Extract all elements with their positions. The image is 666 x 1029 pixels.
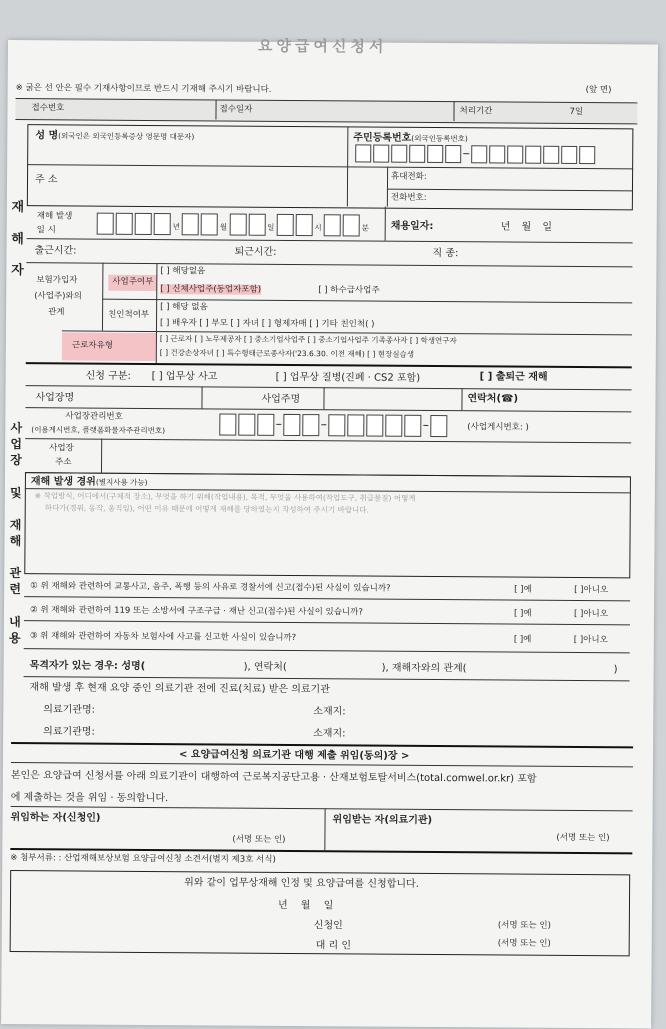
delegation-body-1: 본인은 요양급여 신청서를 아래 의료기관이 대행하여 근로복지공단고용 · 산재보험토탈서비스(total.comwel.or.kr) 포함: [10, 770, 537, 785]
processing-days: 7일: [569, 106, 584, 118]
divider: [24, 620, 630, 625]
opt-work-accident[interactable]: [ ] 업무상 사고: [151, 371, 218, 383]
rel-items-options[interactable]: [ ] 배우자 [ ] 부모 [ ] 자녀 [ ] 형제자매 [ ] 기타 친인척( ): [159, 318, 375, 330]
delegator-label: 위임하는 자(신청인): [10, 812, 101, 824]
rel-none-option[interactable]: [ ] 해당 없음: [160, 302, 208, 313]
workplace-address-label-1: 사업장: [49, 443, 74, 454]
q2-yes[interactable]: [ ]예: [513, 608, 532, 619]
accident-date-cells[interactable]: 년 월 일 시 분: [97, 213, 369, 237]
job-type-label: 직 종:: [432, 247, 459, 260]
application-form-page: [1, 36, 658, 1029]
divider: [461, 388, 462, 410]
witness-contact-label: ), 연락처(: [243, 661, 287, 673]
front-side-label: (앞 면): [585, 85, 612, 96]
emp-none-option[interactable]: [ ] 해당없음: [160, 266, 206, 277]
opt-work-disease[interactable]: [ ] 업무상 질병(진폐 · CS2 포함): [275, 371, 421, 384]
rrn-digit-cells[interactable]: [355, 144, 595, 164]
accident-date-label-1: 재해 발생: [36, 211, 73, 222]
divider: [24, 648, 630, 653]
delegation-title: < 요양급여신청 의료기관 대행 제출 위임(동의)장 >: [178, 749, 410, 762]
application-type-label: 신청 구분:: [85, 370, 131, 382]
workplace-address-label-2: 주소: [55, 457, 72, 468]
divider: [27, 238, 633, 243]
hospital-location-2: 소재지:: [313, 728, 346, 740]
q1-no[interactable]: [ ]아니오: [574, 584, 609, 596]
hire-date-ymd: 년 월 일: [500, 221, 553, 233]
processing-period-label: 처리기간: [459, 106, 493, 117]
accident-guide-1: ※ 작업방식, 어디에서(구체적 장소), 무엇을 하기 위해(작업내용), 목적, 무엇을 사용하여(작업도구, 취급물질) 어떻게: [34, 491, 416, 503]
question-119: ② 위 재해와 관련하여 119 또는 소방서에 구조구급 · 재난 신고(접수)된 사실이 있습니까?: [29, 605, 363, 618]
relationship-label-2: (사업주)와의: [34, 291, 82, 302]
q2-no[interactable]: [ ]아니오: [573, 608, 609, 620]
workplace-section-label: 사 업 장 및 재 해 관 련 내 용: [8, 421, 23, 645]
emp-sub-option[interactable]: [ ] 하수급사업주: [318, 285, 380, 296]
witness-close: ): [613, 664, 618, 676]
receipt-no-label: 접수번호: [31, 103, 65, 114]
divider: [26, 262, 632, 267]
divider: [453, 101, 454, 121]
employer-yn-label: 사업주여부: [108, 275, 157, 291]
q3-no[interactable]: [ ]아니오: [573, 634, 608, 646]
q3-yes[interactable]: [ ]예: [513, 634, 532, 645]
victim-section-label: 재 해 자: [11, 200, 25, 279]
victim-address-label: 주 소: [34, 174, 58, 186]
divider: [11, 742, 633, 748]
prior-care-label: 재해 발생 후 현재 요양 중인 의료기관 전에 진료(치료) 받은 의료기관: [29, 682, 330, 696]
victim-rrn-label: 주민등록번호(외국인등록번호): [353, 132, 468, 144]
hospital-name-2: 의료기관명:: [43, 726, 95, 738]
witness-relation-label: ), 재해자와의 관계(: [381, 662, 467, 675]
divider: [156, 263, 158, 363]
receipt-date-label: 접수일자: [219, 104, 253, 115]
workplace-owner-label: 사업주명: [261, 393, 301, 406]
phone-label: 전화번호:: [390, 192, 427, 203]
agent-sign[interactable]: (서명 또는 인): [497, 938, 551, 949]
hospital-name-1: 의료기관명:: [43, 704, 96, 716]
relative-yn-label: 친인척여부: [108, 309, 150, 320]
accident-date-label-2: 일 시: [36, 225, 56, 236]
divider: [26, 362, 632, 368]
worker-type-label: 근로자유형: [71, 340, 113, 351]
declaration-statement: 위와 같이 업무상재해 인정 및 요양급여를 신청합니다.: [184, 877, 419, 890]
hire-date-label: 채용일자:: [390, 220, 434, 232]
q1-yes[interactable]: [ ]예: [514, 584, 532, 595]
mgmt-no-cells[interactable]: [219, 413, 447, 437]
mgmt-no-label-1: 사업장관리번호: [65, 411, 123, 422]
divider: [323, 387, 324, 409]
worker-type-row1[interactable]: [ ] 근로자 [ ] 노무제공자 [ ] 중소기업사업주 [ ] 중소기업사업주 기족종사자 [ ] 학생연구자: [159, 334, 457, 346]
opt-commute-accident[interactable]: [ ] 출퇴근 재해: [479, 371, 548, 383]
workplace-contact-label: 연락처(☎): [467, 393, 519, 405]
question-police: ① 위 재해와 관련하여 교통사고, 음주, 폭행 등의 사유로 경찰서에 신고(접수)된 사실이 있습니까?: [30, 581, 391, 594]
applicant-label: 신청인: [313, 920, 343, 932]
divider: [101, 439, 102, 473]
divider: [102, 263, 103, 331]
work-start-label: 출근시간:: [34, 245, 77, 257]
divider: [11, 762, 633, 767]
declaration-date: 년 월 일: [277, 899, 334, 912]
delegator-sign[interactable]: (서명 또는 인): [232, 834, 286, 845]
delegatee-sign[interactable]: (서명 또는 인): [556, 832, 610, 844]
divider: [24, 596, 630, 601]
receipt-row: [15, 98, 637, 124]
relationship-label-3: 관계: [48, 307, 65, 318]
applicant-sign[interactable]: (서명 또는 인): [497, 920, 551, 931]
victim-name-label: 성 명(외국인은 외국인등록증상 영문명 대문자): [35, 130, 195, 142]
mobile-label: 휴대전화:: [391, 171, 427, 182]
question-car-insurance: ③ 위 재해와 관련하여 자동차 보험사에 사고를 신고한 사실이 있습니까?: [29, 631, 297, 644]
relationship-label-1: 보험가입자: [36, 275, 78, 286]
divider: [324, 808, 325, 850]
open-no-label: (사업게시번호: ): [467, 422, 529, 433]
divider: [11, 806, 633, 811]
delegatee-label: 위임받는 자(의료기관): [332, 814, 433, 826]
hospital-location-1: 소재지:: [313, 706, 346, 718]
accident-guide-2: 하다가(경위, 동작, 움직임), 어떤 이유 때문에 어떻게 재해를 당하였는지 작성하여 주시기 바랍니다.: [44, 503, 369, 515]
work-end-label: 퇴근시간:: [234, 246, 277, 258]
divider: [24, 676, 630, 681]
divider: [26, 385, 632, 390]
divider: [385, 207, 386, 241]
workplace-name-label: 사업장명: [35, 392, 75, 404]
accident-header: 재해 발생 경위(별지사용 가능): [30, 476, 148, 488]
form-title-cutoff: 요양급여신청서: [257, 36, 388, 56]
divider: [201, 386, 202, 408]
mgmt-no-label-2: (이용게시번호, 플랫폼화물자주관리번호): [31, 425, 166, 436]
worker-type-row2[interactable]: [ ] 건강손상자녀 [ ] 특수형태근로종사자('23.6.30. 이전 재해) [ ] 현장실습생: [159, 348, 415, 359]
witness-label: 목격자가 있는 경우: 성명(: [29, 660, 146, 672]
divider: [25, 438, 631, 443]
attachments-label: ※ 첨부서류: : 산업재해보상보험 요양급여신청 소견서(별지 제3호 서식): [10, 853, 276, 865]
notice-text: ※ 굵은 선 안은 필수 기재사항이므로 반드시 기재해 주시기 바랍니다.: [15, 83, 272, 95]
delegation-body-2: 에 제출하는 것을 위임 · 동의합니다.: [10, 792, 169, 805]
emp-self-option[interactable]: [ ] 신체사업주(동업자포함): [160, 284, 262, 295]
agent-label: 대 리 인: [315, 940, 352, 952]
divider: [215, 99, 216, 119]
